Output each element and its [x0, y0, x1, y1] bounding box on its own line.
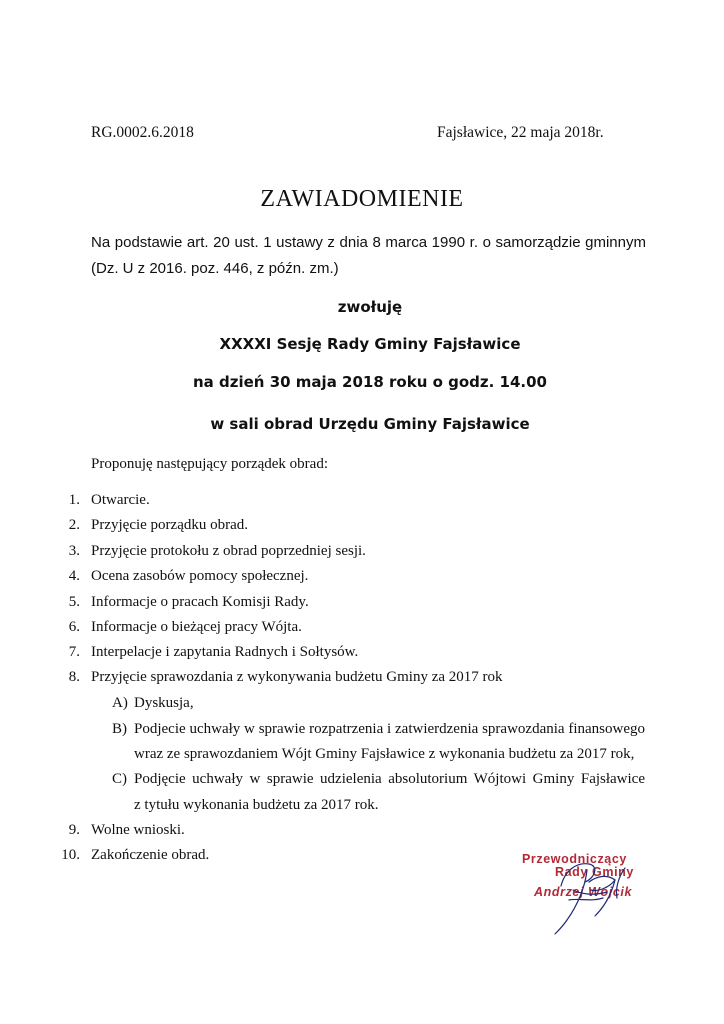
session-name: XXXXI Sesję Rady Gminy Fajsławice: [219, 335, 521, 353]
agenda-item-text: Zakończenie obrad.: [91, 847, 210, 863]
agenda-item-text: Wolne wnioski.: [91, 822, 185, 838]
agenda-item-text: Ocena zasobów pomocy społecznej.: [91, 568, 309, 584]
agenda-item-text: Informacje o pracach Komisji Rady.: [91, 594, 309, 610]
agenda-item-text: Interpelacje i zapytania Radnych i Sołtysów.: [91, 644, 359, 660]
session-datetime: na dzień 30 maja 2018 roku o godz. 14.00: [193, 373, 547, 391]
document-title: ZAWIADOMIENIE: [260, 186, 464, 212]
legal-basis-paragraph: Na podstawie art. 20 ust. 1 ustawy z dnia 8 marca 1990 r. o samorządzie gminnym (Dz. U z 2016. poz. 446, z późn. zm.): [91, 234, 646, 277]
session-venue: w sali obrad Urzędu Gminy Fajsławice: [210, 415, 530, 433]
sub-item-text-continued: z tytułu wykonania budżetu za 2017 rok.: [134, 797, 379, 813]
agenda-intro: Proponuję następujący porządek obrad:: [91, 456, 329, 472]
agenda-item-text: Informacje o bieżącej pracy Wójta.: [91, 619, 302, 635]
sub-item-text-continued: wraz ze sprawozdaniem Wójt Gminy Fajsławice z wykonania budżetu za 2017 rok,: [134, 746, 635, 762]
reference-number: RG.0002.6.2018: [91, 124, 194, 141]
agenda-item-text: Przyjęcie protokołu z obrad poprzedniej sesji.: [91, 543, 366, 559]
agenda-item-number: 3.: [68, 543, 80, 559]
place-and-date: Fajsławice, 22 maja 2018r.: [437, 124, 604, 141]
sub-item-text: Podjęcie uchwały w sprawie udzielenia absolutorium Wójtowi Gminy Fajsławice: [134, 771, 645, 787]
agenda-item-number: 2.: [68, 517, 80, 533]
agenda-item-number: 7.: [68, 644, 80, 660]
agenda-item-text: Otwarcie.: [91, 492, 150, 508]
convocation-verb: zwołuję: [337, 298, 403, 316]
agenda-item-text: Przyjęcie porządku obrad.: [91, 517, 249, 533]
sub-item-text: Dyskusja,: [134, 695, 194, 711]
sub-item-letter: B): [112, 721, 127, 737]
agenda-item-number: 1.: [68, 492, 80, 508]
agenda-item-text: Przyjęcie sprawozdania z wykonywania budżetu Gminy za 2017 rok: [91, 669, 503, 685]
stamp-council: Rady Gminy: [555, 865, 634, 879]
stamp-name: Andrzej Wójcik: [534, 885, 632, 899]
stamp-title: Przewodniczący: [522, 852, 627, 866]
sub-item-text: Podjecie uchwały w sprawie rozpatrzenia i zatwierdzenia sprawozdania finansowego: [134, 721, 645, 737]
agenda-item-number: 10.: [61, 847, 80, 863]
agenda-item-number: 4.: [68, 568, 80, 584]
agenda-item-number: 9.: [68, 822, 80, 838]
agenda-item-number: 6.: [68, 619, 80, 635]
agenda-item-number: 8.: [68, 669, 80, 685]
sub-item-letter: A): [112, 695, 128, 711]
sub-item-letter: C): [112, 771, 127, 787]
handwritten-signature: [515, 848, 655, 938]
agenda-item-number: 5.: [68, 594, 80, 610]
